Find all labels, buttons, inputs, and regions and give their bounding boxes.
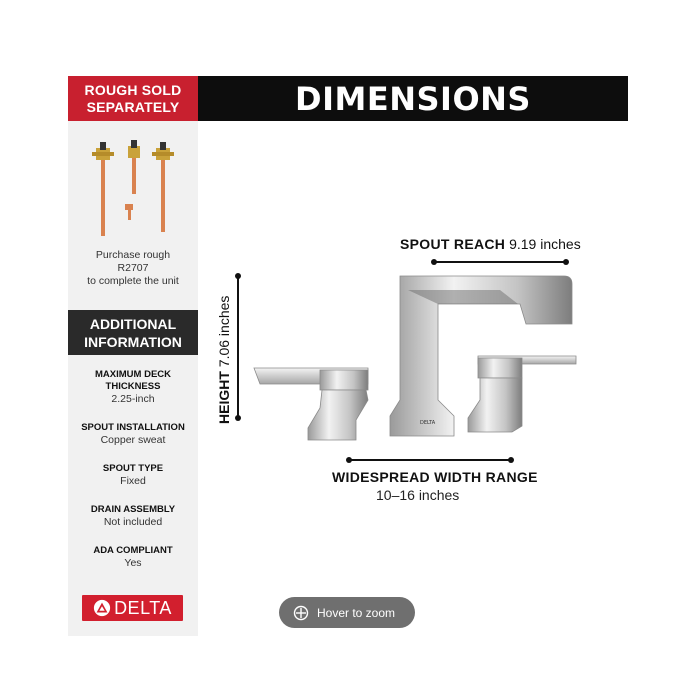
width-range-value: 10–16 inches (376, 487, 460, 503)
height-value: 7.06 inches (216, 295, 232, 368)
info-max-deck-thickness (68, 369, 198, 405)
rough-banner-line1: ROUGH SOLD (84, 81, 182, 98)
purchase-line2: R2707 (117, 262, 149, 274)
info-ada-compliant (68, 545, 198, 569)
dimensions-title: DIMENSIONS (198, 76, 628, 121)
faucet-image (250, 250, 590, 450)
height-label: HEIGHT (216, 371, 232, 424)
info-value: Fixed (120, 475, 146, 487)
hover-to-zoom-button[interactable] (279, 597, 415, 628)
zoom-crosshair-icon (293, 605, 309, 621)
svg-text:DELTA: DELTA (420, 420, 436, 426)
rough-banner-line2: SEPARATELY (86, 98, 180, 115)
additional-info-banner (68, 310, 198, 355)
info-spout-type (68, 463, 198, 487)
additional-title-line2: INFORMATION (84, 333, 182, 350)
width-line (345, 456, 515, 464)
delta-triangle-icon (93, 599, 111, 617)
rough-sold-banner (68, 76, 198, 121)
purchase-rough-note (68, 249, 198, 288)
height-line (234, 272, 242, 422)
info-spout-installation (68, 422, 198, 446)
info-label: SPOUT TYPE (102, 463, 164, 474)
info-value: Not included (103, 516, 163, 528)
hover-to-zoom-label: Hover to zoom (317, 605, 396, 620)
spout-reach-label: SPOUT REACH (400, 236, 506, 252)
purchase-line3: to complete the unit (87, 275, 179, 287)
height-dimension (216, 296, 232, 424)
info-value: 2.25-inch (111, 393, 155, 405)
info-value: Copper sweat (100, 434, 166, 446)
delta-logo-text: DELTA (114, 597, 172, 618)
delta-logo (82, 595, 183, 621)
purchase-line1: Purchase rough (95, 249, 171, 261)
additional-title-line1: ADDITIONAL (89, 315, 177, 332)
info-drain-assembly (68, 504, 198, 528)
width-range-label: WIDESPREAD WIDTH RANGE (332, 469, 538, 485)
info-label: THICKNESS (105, 381, 161, 392)
info-value: Yes (124, 557, 142, 569)
info-label: DRAIN ASSEMBLY (90, 504, 176, 515)
rough-valve-image (90, 138, 180, 238)
info-label: ADA COMPLIANT (93, 545, 173, 556)
info-label: SPOUT INSTALLATION (81, 422, 185, 433)
spout-reach-value: 9.19 inches (509, 236, 581, 252)
info-label: MAXIMUM DECK (95, 369, 171, 380)
